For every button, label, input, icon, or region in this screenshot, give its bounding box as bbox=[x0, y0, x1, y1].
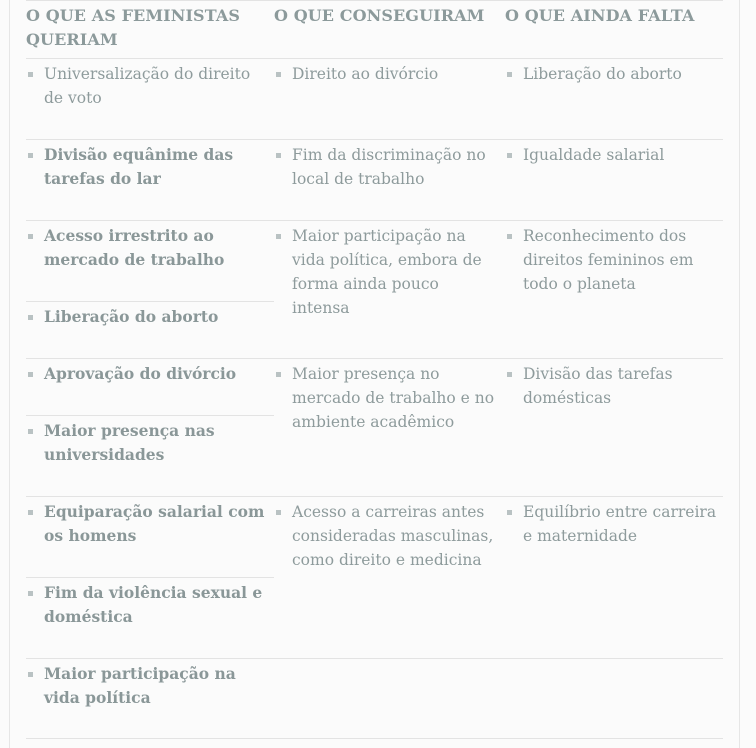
conseguiram-item: Fim da discriminação no local de trabalho bbox=[274, 143, 499, 191]
queriam-item: Maior presença nas universidades bbox=[26, 419, 266, 467]
queriam-item: Maior participação na vida política bbox=[26, 662, 266, 710]
queriam-item: Acesso irrestrito ao mercado de trabalho bbox=[26, 224, 268, 272]
row-divider bbox=[26, 139, 723, 140]
falta-item: Liberação do aborto bbox=[505, 62, 723, 86]
frame-left-border bbox=[9, 0, 10, 748]
cell-divider bbox=[26, 301, 274, 302]
conseguiram-item: Direito ao divórcio bbox=[274, 62, 499, 86]
cell-divider bbox=[26, 577, 274, 578]
queriam-item: Aprovação do divórcio bbox=[26, 362, 266, 386]
cell-divider bbox=[26, 415, 274, 416]
row-divider bbox=[26, 738, 723, 739]
queriam-item: Fim da violência sexual e doméstica bbox=[26, 581, 266, 629]
conseguiram-item: Acesso a carreiras antes consideradas masculinas, como direito e medicina bbox=[274, 500, 499, 572]
header-queriam: O QUE AS FEMINISTAS QUERIAM bbox=[26, 6, 241, 49]
row-divider bbox=[26, 220, 723, 221]
falta-item: Reconhecimento dos direitos femininos em todo o planeta bbox=[505, 224, 723, 296]
queriam-item: Liberação do aborto bbox=[26, 305, 266, 329]
conseguiram-item: Maior participação na vida política, embora de forma ainda pouco intensa bbox=[274, 224, 499, 320]
header-falta: O QUE AINDA FALTA bbox=[505, 6, 695, 25]
row-divider bbox=[26, 58, 723, 59]
queriam-item: Divisão equânime das tarefas do lar bbox=[26, 143, 266, 191]
row-divider bbox=[26, 358, 723, 359]
row-divider bbox=[26, 496, 723, 497]
row-divider bbox=[26, 658, 723, 659]
falta-item: Divisão das tarefas domésticas bbox=[505, 362, 723, 410]
frame-right-border bbox=[739, 0, 740, 748]
falta-item: Equilíbrio entre carreira e maternidade bbox=[505, 500, 723, 548]
header-conseguiram: O QUE CONSEGUIRAM bbox=[274, 6, 485, 25]
queriam-item: Equiparação salarial com os homens bbox=[26, 500, 268, 548]
queriam-item: Universalização do direito de voto bbox=[26, 62, 266, 110]
row-divider bbox=[26, 0, 723, 1]
conseguiram-item: Maior presença no mercado de trabalho e no ambiente acadêmico bbox=[274, 362, 499, 434]
falta-item: Igualdade salarial bbox=[505, 143, 723, 167]
